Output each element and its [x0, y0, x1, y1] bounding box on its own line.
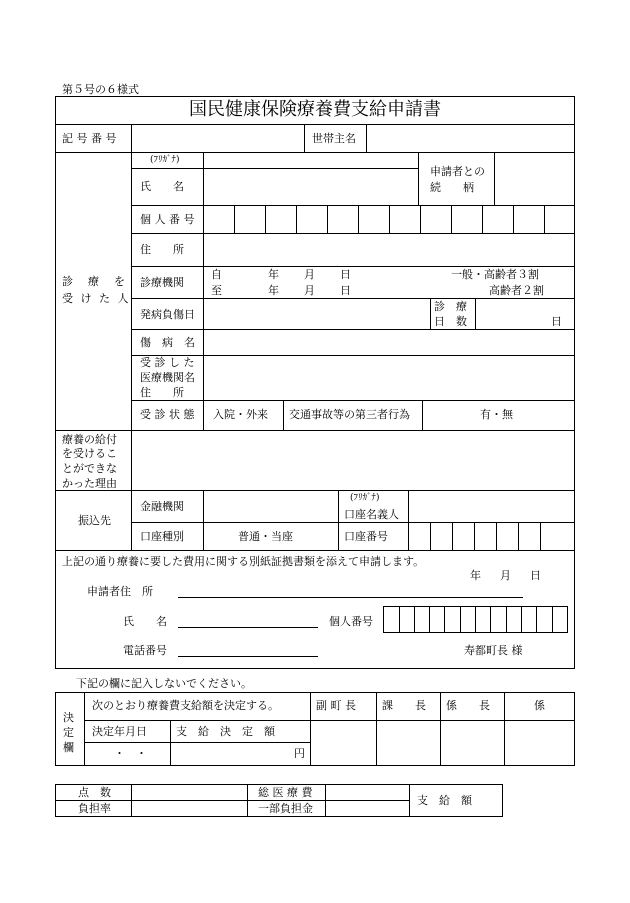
- approver-kacho: 課 長: [382, 699, 426, 712]
- line: [409, 784, 410, 817]
- days-unit: 日: [551, 315, 562, 328]
- line: [131, 522, 575, 523]
- decision-side-1: 決: [63, 711, 74, 724]
- line: [452, 522, 453, 550]
- burden-elderly: 高齢者２割: [489, 284, 544, 297]
- line: [55, 550, 575, 551]
- status-label: 受 診 状 態: [140, 408, 195, 421]
- to-day: 日: [340, 284, 351, 297]
- third-party-label: 交通事故等の第三者行為: [289, 408, 410, 421]
- line: [131, 266, 575, 267]
- decl-year: 年: [470, 569, 481, 582]
- decision-side-3: 欄: [63, 741, 74, 754]
- line: [418, 152, 419, 205]
- line: [482, 205, 483, 233]
- decision-side-2: 定: [63, 726, 74, 739]
- ratio-label: 負担率: [78, 802, 111, 815]
- approver-kakari: 係: [534, 699, 545, 712]
- applicant-name-label: 氏 名: [123, 615, 167, 628]
- kikan-label: 診療機関: [140, 276, 184, 289]
- onset-field[interactable]: [204, 299, 429, 328]
- decl-day: 日: [530, 569, 541, 582]
- holder-label: 口座名義人: [344, 508, 399, 521]
- line: [131, 784, 132, 817]
- reason-label-3: とができな: [62, 462, 117, 475]
- applicant-address-label: 申請者住 所: [87, 585, 153, 598]
- address-field[interactable]: [204, 234, 574, 265]
- line: [414, 606, 415, 633]
- onset-label: 発病負傷日: [140, 308, 195, 321]
- line: [504, 692, 505, 766]
- decision-yen: 円: [294, 747, 305, 760]
- from-month: 月: [304, 268, 315, 281]
- form-id: 第５号の６様式: [62, 83, 139, 96]
- decl-month: 月: [500, 569, 511, 582]
- line: [518, 522, 519, 550]
- line: [540, 522, 541, 550]
- type-label: 口座種別: [140, 530, 184, 543]
- line: [536, 606, 537, 633]
- line: [55, 800, 409, 801]
- line: [429, 606, 430, 633]
- line: [327, 205, 328, 233]
- kojin-label: 個 人 番 号: [140, 213, 195, 226]
- bank-inst-field[interactable]: [204, 491, 337, 521]
- line: [506, 606, 507, 633]
- line: [84, 720, 575, 721]
- third-party-value[interactable]: 有・無: [480, 408, 513, 421]
- line: [84, 692, 85, 766]
- holder-field[interactable]: [409, 491, 574, 521]
- kigou-label: 記 号 番 号: [62, 132, 117, 145]
- days-label-1: 診 療: [434, 300, 467, 313]
- line: [265, 205, 266, 233]
- line: [440, 692, 441, 766]
- status-value[interactable]: 入院・外来: [213, 408, 268, 421]
- line: [444, 606, 445, 633]
- reason-field[interactable]: [132, 431, 574, 489]
- applicant-kojin-label: 個人番号: [329, 615, 373, 628]
- line: [496, 522, 497, 550]
- line: [84, 742, 310, 743]
- line: [283, 400, 284, 430]
- disease-field[interactable]: [204, 330, 574, 354]
- reason-label-1: 療養の給付: [62, 433, 117, 446]
- days-label-2: 日 数: [434, 315, 467, 328]
- reason-label-2: を受けるこ: [62, 447, 117, 460]
- line: [521, 606, 522, 633]
- line: [513, 205, 514, 233]
- approver-fuku: 副 町 長: [316, 699, 356, 712]
- hosp-label-1: 受 診 し た: [140, 356, 195, 369]
- line: [460, 606, 461, 633]
- hosp-label-2: 医療機関名: [140, 371, 195, 384]
- kigou-field[interactable]: [132, 125, 303, 151]
- line: [544, 205, 545, 233]
- decision-date-label: 決定年月日: [92, 725, 147, 738]
- line: [234, 205, 235, 233]
- line: [552, 606, 553, 633]
- furigana-label: (ﾌﾘｶﾞﾅ): [150, 155, 180, 165]
- line: [338, 490, 339, 550]
- hosp-label-3: 住 所: [140, 386, 184, 399]
- line: [475, 606, 476, 633]
- line: [131, 400, 575, 401]
- holder-furigana: (ﾌﾘｶﾞﾅ): [350, 493, 380, 503]
- name-label: 氏 名: [140, 180, 184, 193]
- partial-label: 一部負担金: [258, 802, 313, 815]
- line: [389, 205, 390, 233]
- phone-line[interactable]: [178, 656, 318, 657]
- relation-label-2: 続 柄: [430, 181, 474, 194]
- line: [474, 522, 475, 550]
- relation-field[interactable]: [495, 153, 574, 204]
- decision-statement: 次のとおり療養費支給額を決定する。: [92, 699, 279, 712]
- furigana-field[interactable]: [204, 153, 417, 167]
- line: [304, 124, 305, 152]
- applicant-name-line[interactable]: [178, 627, 318, 628]
- line: [131, 205, 575, 206]
- line: [296, 205, 297, 233]
- to-month: 月: [304, 284, 315, 297]
- bank-inst-label: 金融機関: [140, 500, 184, 513]
- line: [490, 606, 491, 633]
- note-text: 下記の欄に記入しないでください。: [76, 677, 252, 690]
- phone-label: 電話番号: [123, 644, 167, 657]
- line: [422, 400, 423, 430]
- declaration-text: 上記の通り療養に要した費用に関する別紙証拠書類を添えて申請します。: [62, 555, 425, 568]
- line: [325, 784, 326, 817]
- acct-number-label: 口座番号: [344, 530, 388, 543]
- bank-section-label: 振込先: [78, 514, 111, 527]
- reason-label-4: かった理由: [62, 477, 117, 490]
- line: [358, 205, 359, 233]
- setai-label: 世帯主名: [312, 132, 356, 145]
- line: [451, 205, 452, 233]
- type-value[interactable]: 普通・当座: [238, 530, 293, 543]
- line: [376, 692, 377, 766]
- total-label: 総 医 療 費: [258, 786, 313, 799]
- applicant-address-line[interactable]: [178, 597, 523, 598]
- patient-section-label-2: 受 け た 人: [62, 292, 131, 305]
- to-year: 年: [268, 284, 279, 297]
- from-label: 自: [211, 268, 222, 281]
- line: [475, 298, 476, 329]
- line: [399, 606, 400, 633]
- patient-section-label-1: 診 療 を: [62, 275, 127, 288]
- from-day: 日: [340, 268, 351, 281]
- disease-label: 傷 病 名: [140, 336, 195, 349]
- form-title: 国民健康保険療養費支給申請書: [189, 99, 441, 120]
- setai-field[interactable]: [367, 125, 574, 151]
- approver-kakaricho: 係 長: [446, 699, 490, 712]
- name-field[interactable]: [204, 169, 417, 204]
- address-label: 住 所: [140, 243, 184, 256]
- relation-label-1: 申請者との: [430, 165, 485, 178]
- points-label: 点 数: [78, 786, 111, 799]
- line: [430, 522, 431, 550]
- from-year: 年: [268, 268, 279, 281]
- line: [310, 692, 311, 766]
- hospital-field[interactable]: [204, 356, 574, 399]
- line: [170, 720, 171, 766]
- line: [430, 298, 431, 329]
- line: [420, 205, 421, 233]
- line: [247, 784, 248, 817]
- recipient: 寿都町長 様: [464, 644, 523, 657]
- to-label: 至: [211, 284, 222, 297]
- decision-date-value: ・ ・: [114, 747, 147, 760]
- burden-general: 一般・高齢者３割: [451, 268, 539, 281]
- payment-label: 支 給 額: [417, 794, 472, 807]
- decision-amount-label: 支 給 決 定 額: [176, 725, 275, 738]
